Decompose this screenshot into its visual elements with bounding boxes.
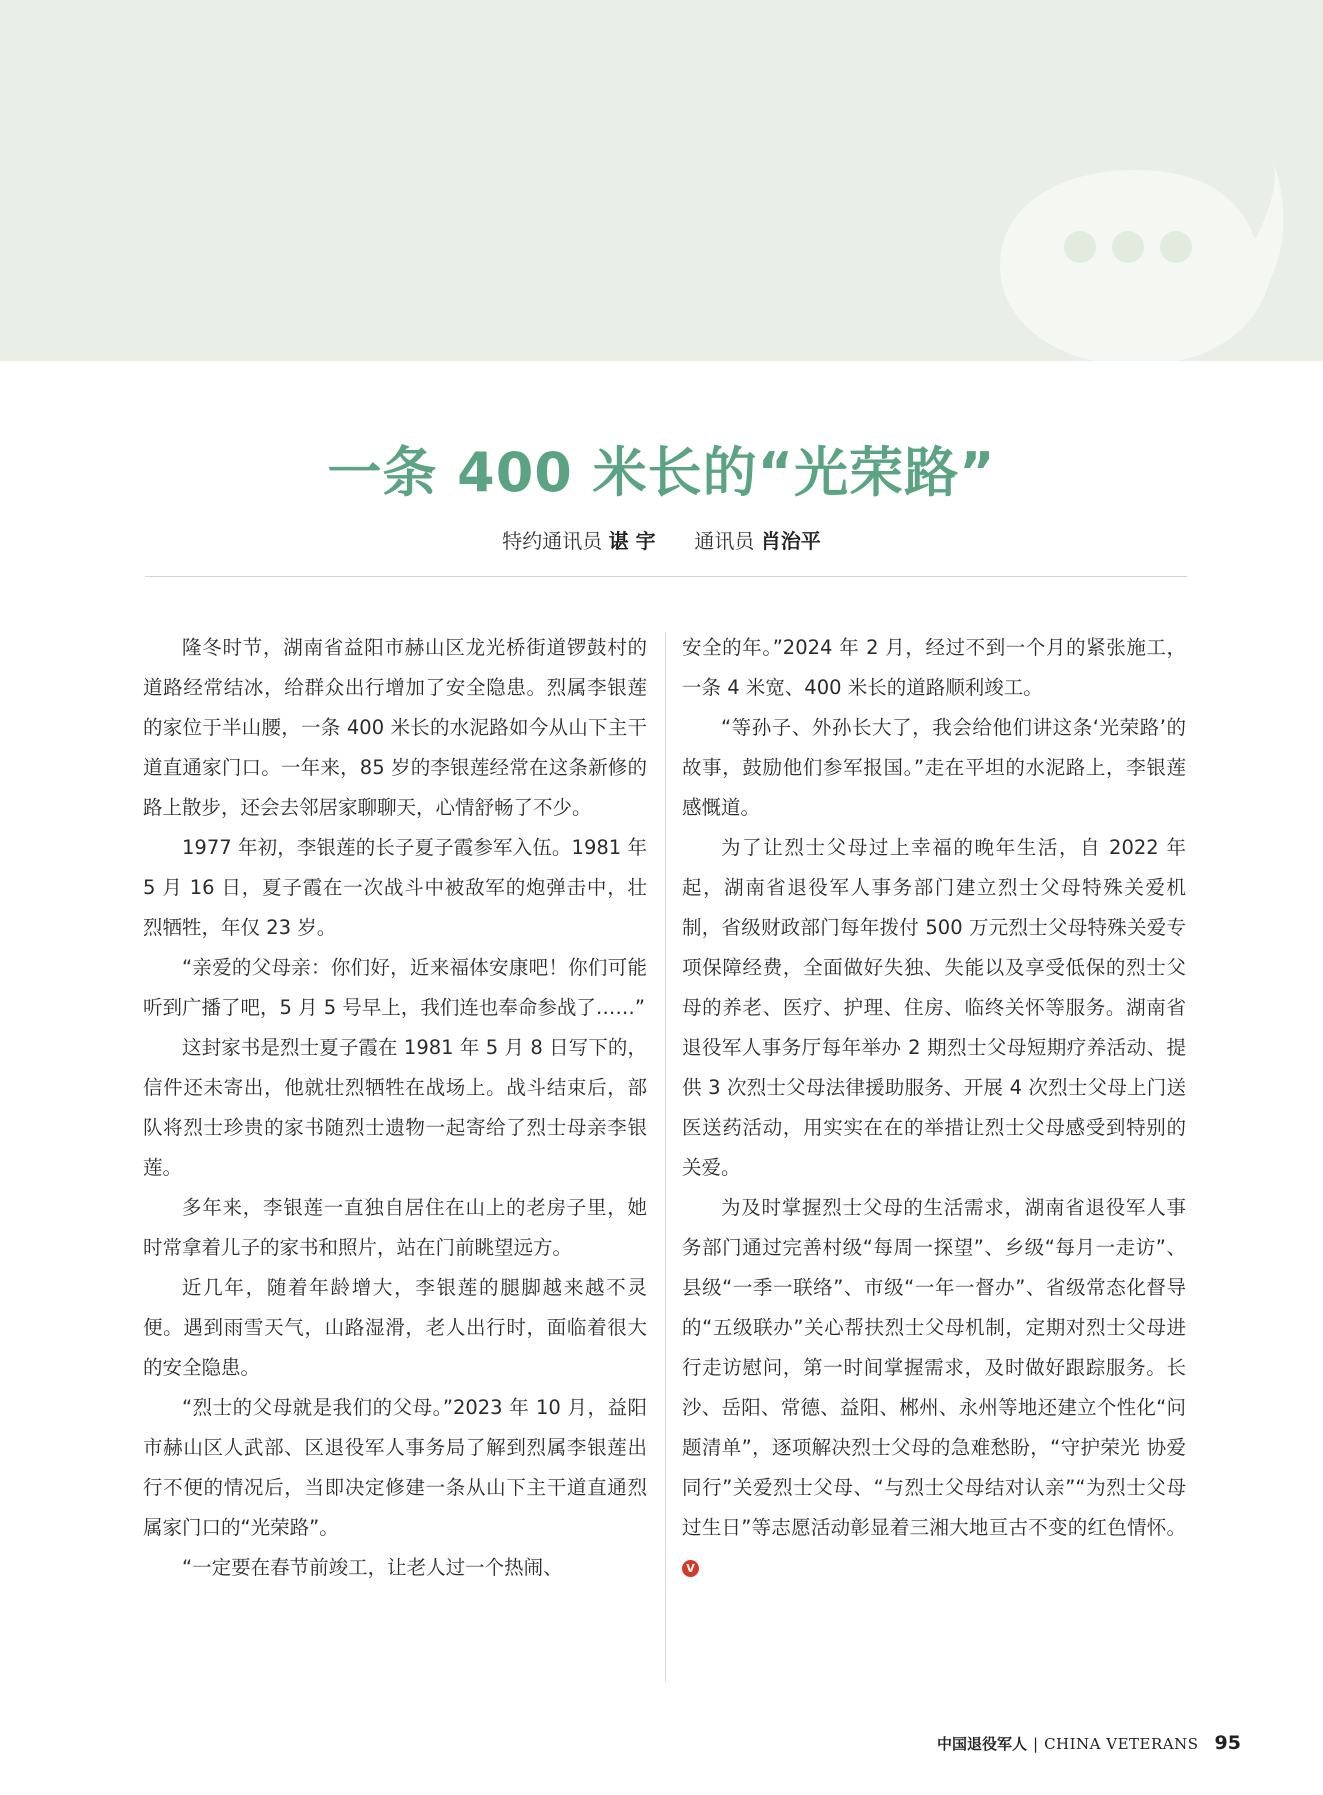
- header-band: [0, 0, 1323, 361]
- article-title: 一条 400 米长的“光荣路”: [327, 441, 996, 504]
- end-mark-icon: V: [682, 1560, 699, 1577]
- paragraph-continuation: 安全的年。”2024 年 2 月，经过不到一个月的紧张施工，一条 4 米宽、400 米长的道路顺利竣工。: [682, 636, 1186, 699]
- paragraph: 多年来，李银莲一直独自居住在山上的老房子里，她时常拿着儿子的家书和照片，站在门前眺望远方。: [143, 1196, 647, 1259]
- paragraph: 隆冬时节，湖南省益阳市赫山区龙光桥街道锣鼓村的道路经常结冰，给群众出行增加了安全隐患。烈属李银莲的家位于半山腰，一条 400 米长的水泥路如今从山下主干道直通家门口。一年来，85 岁的李银莲经常在这条新修的路上散步，还会去邻居家聊聊天，心情舒畅了不少。: [143, 636, 647, 819]
- left-column: [143, 628, 647, 1588]
- paragraph-last: [682, 1188, 1186, 1588]
- title-divider: [145, 576, 1187, 577]
- paragraph: “等孙子、外孙长大了，我会给他们讲这条‘光荣路’的故事，鼓励他们参军报国。”走在平坦的水泥路上，李银莲感慨道。: [682, 716, 1186, 819]
- byline-author-2: 肖治平: [760, 529, 821, 553]
- paragraph: “一定要在春节前竣工，让老人过一个热闹、: [182, 1556, 563, 1579]
- magazine-name-english: CHINA VETERANS: [1044, 1735, 1199, 1753]
- paragraph: 近几年，随着年龄增大，李银莲的腿脚越来越不灵便。遇到雨雪天气，山路湿滑，老人出行时，面临着很大的安全隐患。: [143, 1276, 647, 1379]
- byline-author-1: 谌 宇: [608, 529, 656, 553]
- paragraph: 为了让烈士父母过上幸福的晚年生活，自 2022 年起，湖南省退役军人事务部门建立烈士父母特殊关爱机制，省级财政部门每年拨付 500 万元烈士父母特殊关爱专项保障经费，全面做好失独、失能以及享受低保的烈士父母的养老、医疗、护理、住房、临终关怀等服务。湖南省退役军人事务厅每年举办 2 期烈士父母短期疗养活动、提供 3 次烈士父母法律援助服务、开展 4 次烈士父母上门送医送药活动，用实实在在的举措让烈士父母感受到特别的关爱。: [682, 836, 1186, 1179]
- page-footer: [937, 1732, 1241, 1754]
- paragraph: “亲爱的父母亲：你们好，近来福体安康吧！你们可能听到广播了吧，5 月 5 号早上，我们连也奉命参战了……”: [143, 956, 647, 1019]
- page-number: 95: [1214, 1732, 1241, 1754]
- byline-role-1: 特约通讯员: [502, 529, 603, 553]
- footer-separator: |: [1033, 1735, 1039, 1753]
- byline-role-2: 通讯员: [694, 529, 755, 553]
- paragraph-text: 为及时掌握烈士父母的生活需求，湖南省退役军人事务部门通过完善村级“每周一探望”、乡级“每月一走访”、县级“一季一联络”、市级“一年一督办”、省级常态化督导的“五级联办”关心帮扶烈士父母机制，定期对烈士父母进行走访慰问，第一时间掌握需求，及时做好跟踪服务。长沙、岳阳、常德、益阳、郴州、永州等地还建立个性化“问题清单”，逐项解决烈士父母的急难愁盼，“守护荣光 协爱同行”关爱烈士父母、“与烈士父母结对认亲”“为烈士父母过生日”等志愿活动彰显着三湘大地亘古不变的红色情怀。: [682, 1196, 1186, 1539]
- paragraph: “烈士的父母就是我们的父母。”2023 年 10 月，益阳市赫山区人武部、区退役军人事务局了解到烈属李银莲出行不便的情况后，当即决定修建一条从山下主干道直通烈属家门口的“光荣路”。: [143, 1396, 647, 1539]
- right-column: [682, 628, 1186, 1588]
- paragraph: 这封家书是烈士夏子霞在 1981 年 5 月 8 日写下的，信件还未寄出，他就壮烈牺牲在战场上。战斗结束后，部队将烈士珍贵的家书随烈士遗物一起寄给了烈士母亲李银莲。: [143, 1036, 647, 1179]
- column-divider: [665, 632, 666, 1682]
- magazine-name: 中国退役军人: [936, 1735, 1027, 1753]
- speech-bubble-icon: [985, 150, 1285, 361]
- byline: [0, 525, 1323, 554]
- paragraph: 1977 年初，李银莲的长子夏子霞参军入伍。1981 年 5 月 16 日，夏子霞在一次战斗中被敌军的炮弹击中，壮烈牺牲，年仅 23 岁。: [143, 836, 647, 939]
